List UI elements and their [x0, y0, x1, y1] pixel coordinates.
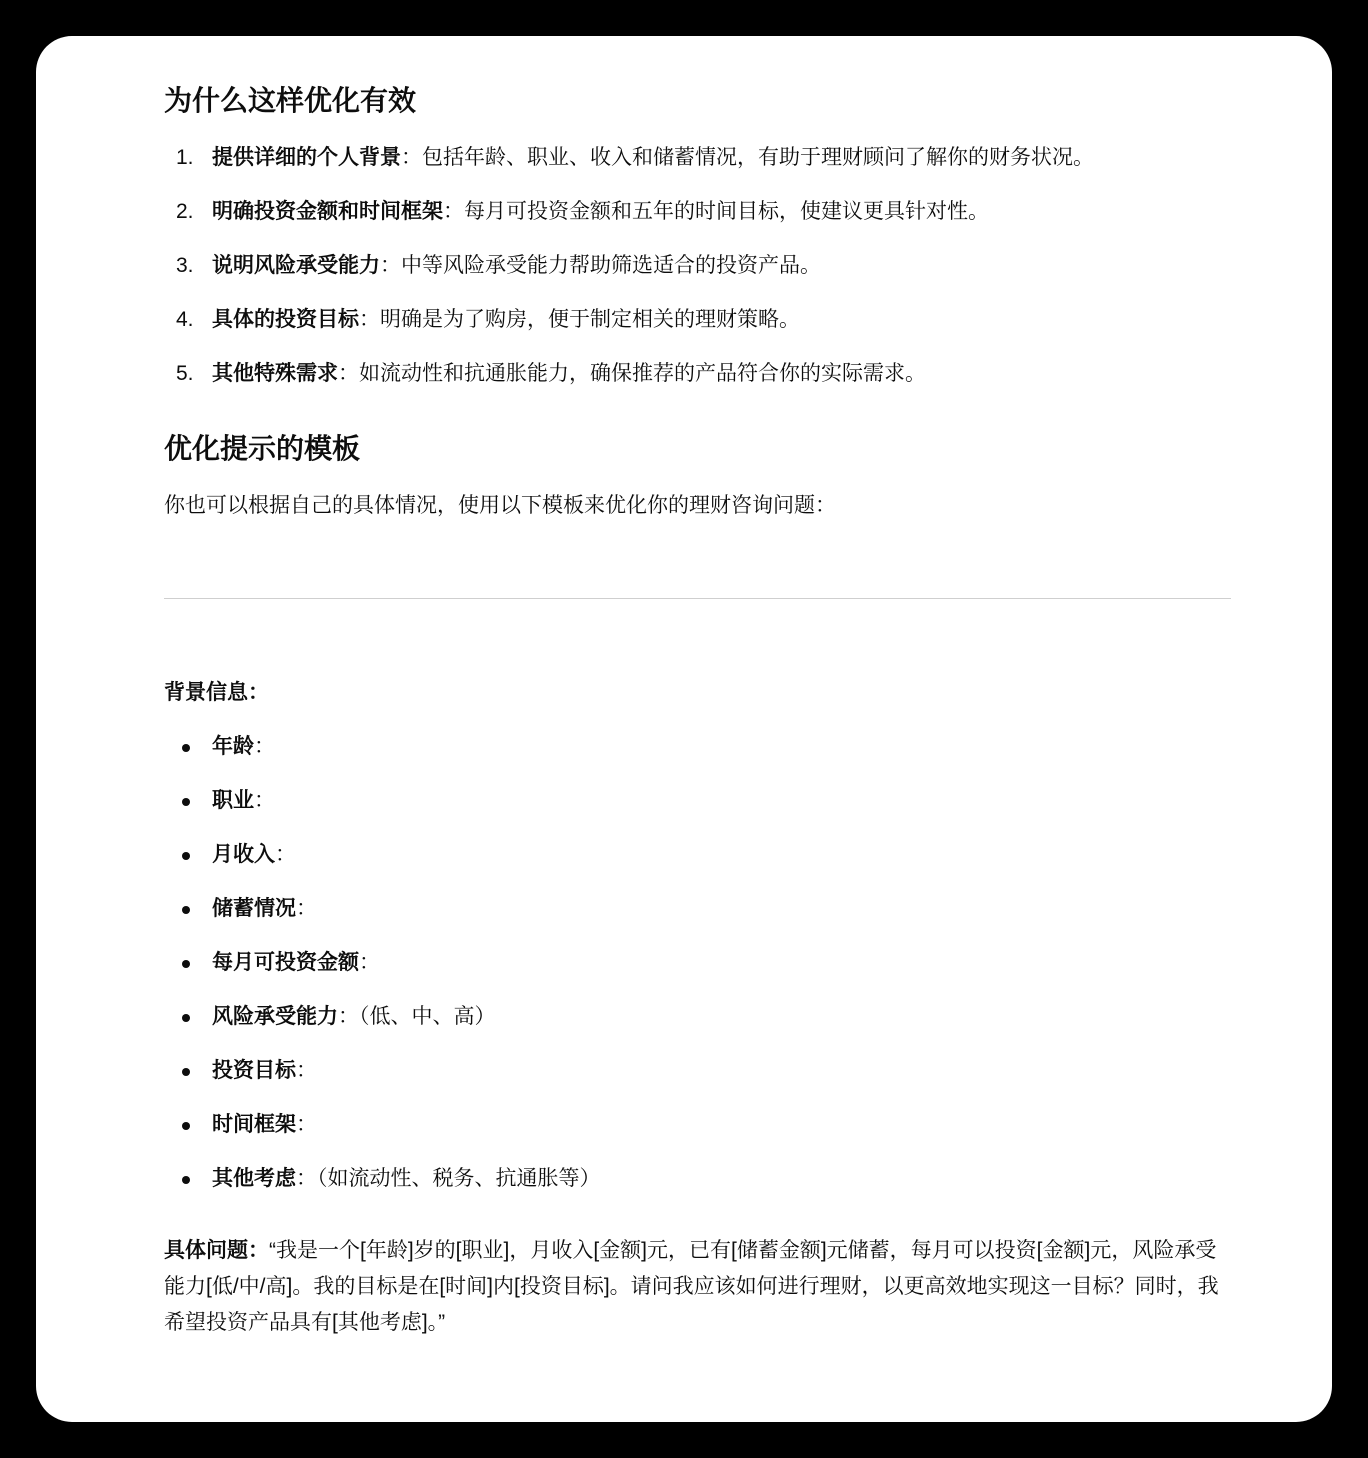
- field-item-investment-goal: [212, 1053, 601, 1089]
- field-label: 其他考虑: [212, 1167, 296, 1190]
- bullet-icon: [182, 744, 190, 752]
- reason-text: 包括年龄、职业、收入和储蓄情况，有助于理财顾问了解你的财务状况。: [422, 146, 1094, 169]
- reason-separator: ：: [443, 200, 464, 223]
- field-separator: ：: [296, 1059, 317, 1082]
- field-separator: ：: [275, 843, 296, 866]
- field-label: 每月可投资金额: [212, 951, 359, 974]
- reason-item: [176, 356, 1232, 392]
- reason-title: 具体的投资目标: [212, 308, 359, 331]
- field-separator: ：: [254, 735, 275, 758]
- reason-title: 其他特殊需求: [212, 362, 338, 385]
- section-heading-why: 为什么这样优化有效: [164, 85, 417, 116]
- reasons-list: [164, 140, 1232, 410]
- bullet-icon: [182, 1014, 190, 1022]
- list-number: 4.: [176, 308, 194, 331]
- field-item-occupation: [212, 783, 601, 819]
- reason-separator: ：: [380, 254, 401, 277]
- field-item-monthly-investment: [212, 945, 601, 981]
- field-separator: ：: [296, 897, 317, 920]
- document-card: [36, 36, 1332, 1422]
- reason-separator: ：: [338, 362, 359, 385]
- reason-title: 提供详细的个人背景: [212, 146, 401, 169]
- field-separator: ：: [296, 1113, 317, 1136]
- bullet-icon: [182, 1176, 190, 1184]
- list-number: 5.: [176, 362, 194, 385]
- field-separator: ：: [254, 789, 275, 812]
- field-label: 月收入: [212, 843, 275, 866]
- question-label: 具体问题：: [164, 1239, 269, 1262]
- bullet-icon: [182, 906, 190, 914]
- reason-separator: ：: [401, 146, 422, 169]
- reason-title: 说明风险承受能力: [212, 254, 380, 277]
- reason-item: [176, 248, 1232, 284]
- field-item-monthly-income: [212, 837, 601, 873]
- field-item-risk-tolerance: [212, 999, 601, 1035]
- reason-text: 每月可投资金额和五年的时间目标，使建议更具针对性。: [464, 200, 989, 223]
- field-item-savings: [212, 891, 601, 927]
- reason-text: 中等风险承受能力帮助筛选适合的投资产品。: [401, 254, 821, 277]
- field-label: 时间框架: [212, 1113, 296, 1136]
- specific-question: [164, 1233, 1232, 1341]
- field-label: 风险承受能力: [212, 1005, 338, 1028]
- bullet-icon: [182, 960, 190, 968]
- reason-text: 如流动性和抗通胀能力，确保推荐的产品符合你的实际需求。: [359, 362, 926, 385]
- list-number: 1.: [176, 146, 194, 169]
- horizontal-divider: [164, 598, 1231, 599]
- field-item-other-considerations: [212, 1161, 601, 1197]
- bullet-icon: [182, 798, 190, 806]
- field-item-age: [212, 729, 601, 765]
- reason-title: 明确投资金额和时间框架: [212, 200, 443, 223]
- field-label: 投资目标: [212, 1059, 296, 1082]
- bullet-icon: [182, 852, 190, 860]
- reason-item: [176, 140, 1232, 176]
- field-label: 年龄: [212, 735, 254, 758]
- field-separator: ：: [296, 1167, 317, 1190]
- field-label: 职业: [212, 789, 254, 812]
- template-intro: 你也可以根据自己的具体情况，使用以下模板来优化你的理财咨询问题：: [164, 494, 836, 517]
- reason-item: [176, 194, 1232, 230]
- bullet-icon: [182, 1068, 190, 1076]
- reason-text: 明确是为了购房，便于制定相关的理财策略。: [380, 308, 800, 331]
- list-number: 2.: [176, 200, 194, 223]
- field-separator: ：: [359, 951, 380, 974]
- list-number: 3.: [176, 254, 194, 277]
- section-heading-template: 优化提示的模板: [164, 433, 361, 464]
- field-label: 储蓄情况: [212, 897, 296, 920]
- bullet-icon: [182, 1122, 190, 1130]
- field-item-timeframe: [212, 1107, 601, 1143]
- background-info-label: 背景信息：: [164, 681, 269, 704]
- field-hint: （如流动性、税务、抗通胀等）: [317, 1167, 601, 1190]
- reason-item: [176, 302, 1232, 338]
- reason-separator: ：: [359, 308, 380, 331]
- background-fields-list: [164, 729, 601, 1215]
- field-hint: （低、中、高）: [359, 1005, 496, 1028]
- question-text: “我是一个[年龄]岁的[职业]，月收入[金额]元，已有[储蓄金额]元储蓄，每月可以投资[金额]元，风险承受能力[低/中/高]。我的目标是在[时间]内[投资目标]。请问我应该如何进行理财，以更高效地实现这一目标？同时，我希望投资产品具有[其他考虑]。”: [164, 1239, 1219, 1334]
- field-separator: ：: [338, 1005, 359, 1028]
